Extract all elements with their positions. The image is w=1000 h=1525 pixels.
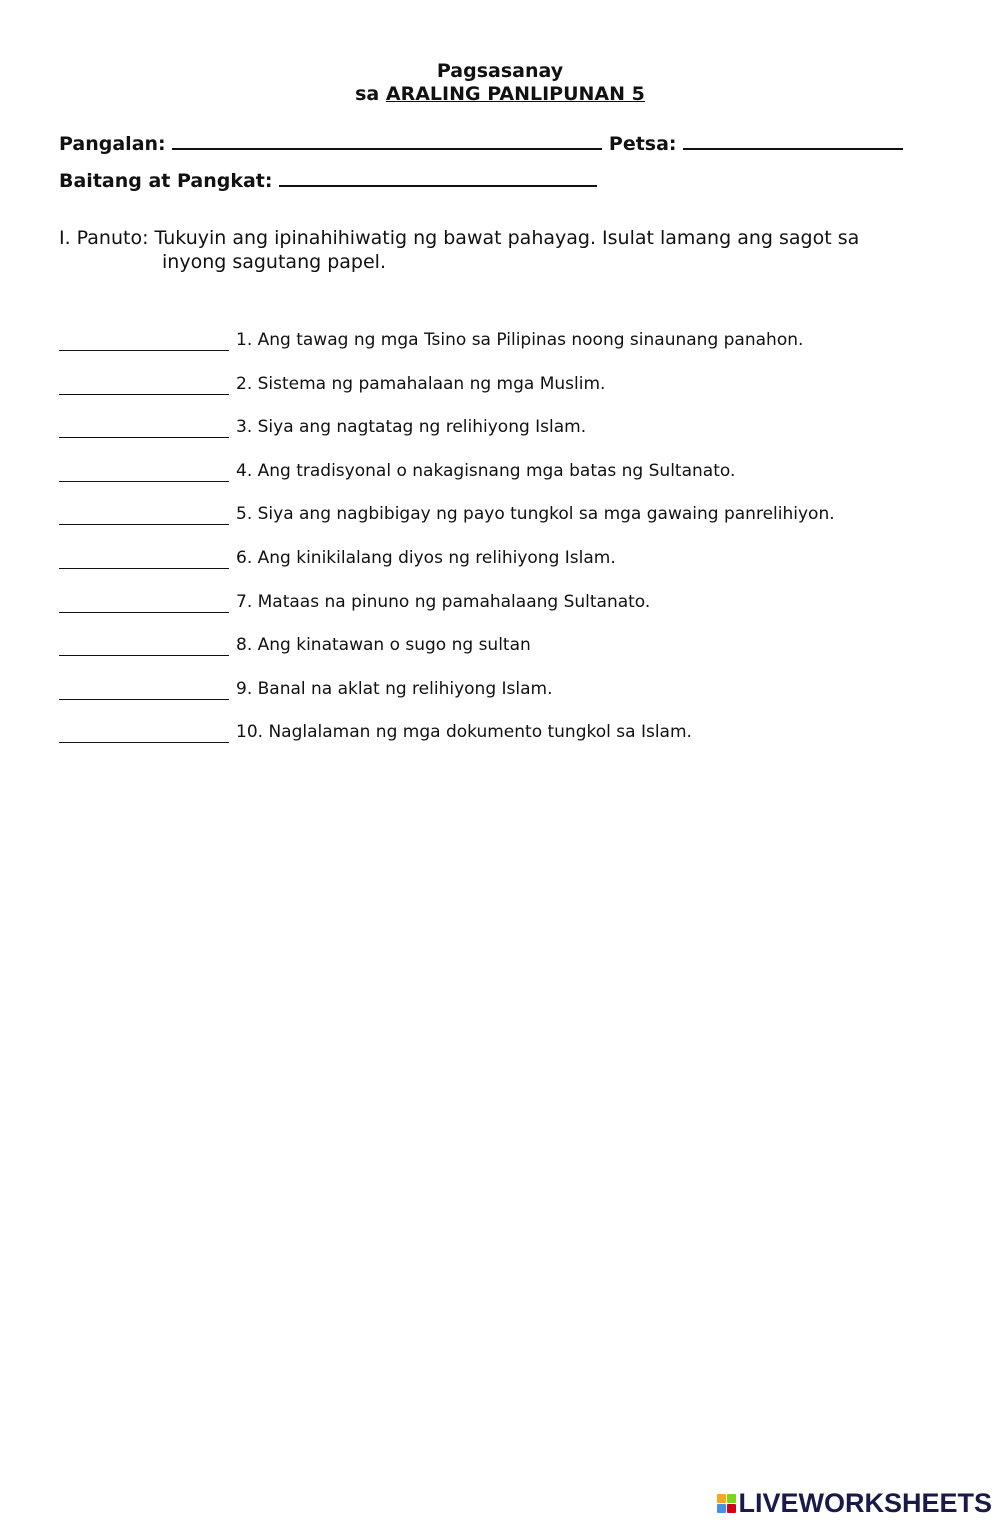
- answer-blank[interactable]: [59, 635, 229, 656]
- instructions-line-1: I. Panuto: Tukuyin ang ipinahihiwatig ng bawat pahayag. Isulat lamang ang sagot sa: [59, 227, 860, 249]
- question-item: [59, 679, 959, 723]
- question-list: [59, 330, 959, 766]
- question-item: [59, 374, 959, 418]
- answer-blank[interactable]: [59, 504, 229, 525]
- answer-blank[interactable]: [59, 374, 229, 395]
- question-item: [59, 722, 959, 766]
- question-item: [59, 417, 959, 461]
- question-text: 3. Siya ang nagtatag ng relihiyong Islam.: [236, 417, 587, 438]
- title-subtitle: [0, 83, 1000, 106]
- logo-square-icon: [717, 1504, 726, 1513]
- answer-blank[interactable]: [59, 679, 229, 700]
- question-item: [59, 548, 959, 592]
- date-field[interactable]: [683, 130, 903, 150]
- question-text: 4. Ang tradisyonal o nakagisnang mga batas ng Sultanato.: [236, 460, 736, 481]
- question-text: 2. Sistema ng pamahalaan ng mga Muslim.: [236, 373, 606, 394]
- name-field[interactable]: [172, 130, 602, 150]
- logo-square-icon: [727, 1494, 736, 1503]
- subtitle-prefix: sa: [355, 83, 386, 105]
- title-main: Pagsasanay: [436, 60, 564, 82]
- worksheet-title: [0, 60, 1000, 106]
- question-item: [59, 461, 959, 505]
- answer-blank[interactable]: [59, 330, 229, 351]
- answer-blank[interactable]: [59, 461, 229, 482]
- name-label: Pangalan:: [59, 133, 166, 155]
- grade-section-row: [59, 167, 597, 192]
- instructions: [59, 226, 939, 274]
- question-item: [59, 592, 959, 636]
- question-text: 5. Siya ang nagbibigay ng payo tungkol sa mga gawaing panrelihiyon.: [236, 504, 835, 525]
- date-label: Petsa:: [608, 133, 677, 155]
- question-item: [59, 504, 959, 548]
- answer-blank[interactable]: [59, 548, 229, 569]
- answer-blank[interactable]: [59, 722, 229, 743]
- answer-blank[interactable]: [59, 417, 229, 438]
- answer-blank[interactable]: [59, 592, 229, 613]
- logo-square-icon: [717, 1494, 726, 1503]
- question-text: 6. Ang kinikilalang diyos ng relihiyong Islam.: [236, 547, 616, 568]
- grade-section-label: Baitang at Pangkat:: [59, 170, 273, 192]
- question-item: [59, 635, 959, 679]
- name-date-row: [59, 130, 903, 155]
- question-text: 8. Ang kinatawan o sugo ng sultan: [236, 635, 531, 656]
- question-item: [59, 330, 959, 374]
- logo-square-icon: [727, 1504, 736, 1513]
- question-text: 1. Ang tawag ng mga Tsino sa Pilipinas noong sinaunang panahon.: [236, 330, 804, 350]
- question-text: 7. Mataas na pinuno ng pamahalaang Sultanato.: [236, 591, 651, 612]
- liveworksheets-logo: [717, 1488, 992, 1519]
- grade-section-field[interactable]: [279, 167, 597, 187]
- question-text: 9. Banal na aklat ng relihiyong Islam.: [236, 678, 553, 699]
- question-text: 10. Naglalaman ng mga dokumento tungkol sa Islam.: [236, 722, 692, 743]
- subject-name: ARALING PANLIPUNAN 5: [385, 83, 645, 105]
- instructions-line-2: inyong sagutang papel.: [162, 251, 386, 273]
- logo-mark-icon: [717, 1494, 736, 1513]
- logo-text: LIVEWORKSHEETS: [738, 1488, 992, 1518]
